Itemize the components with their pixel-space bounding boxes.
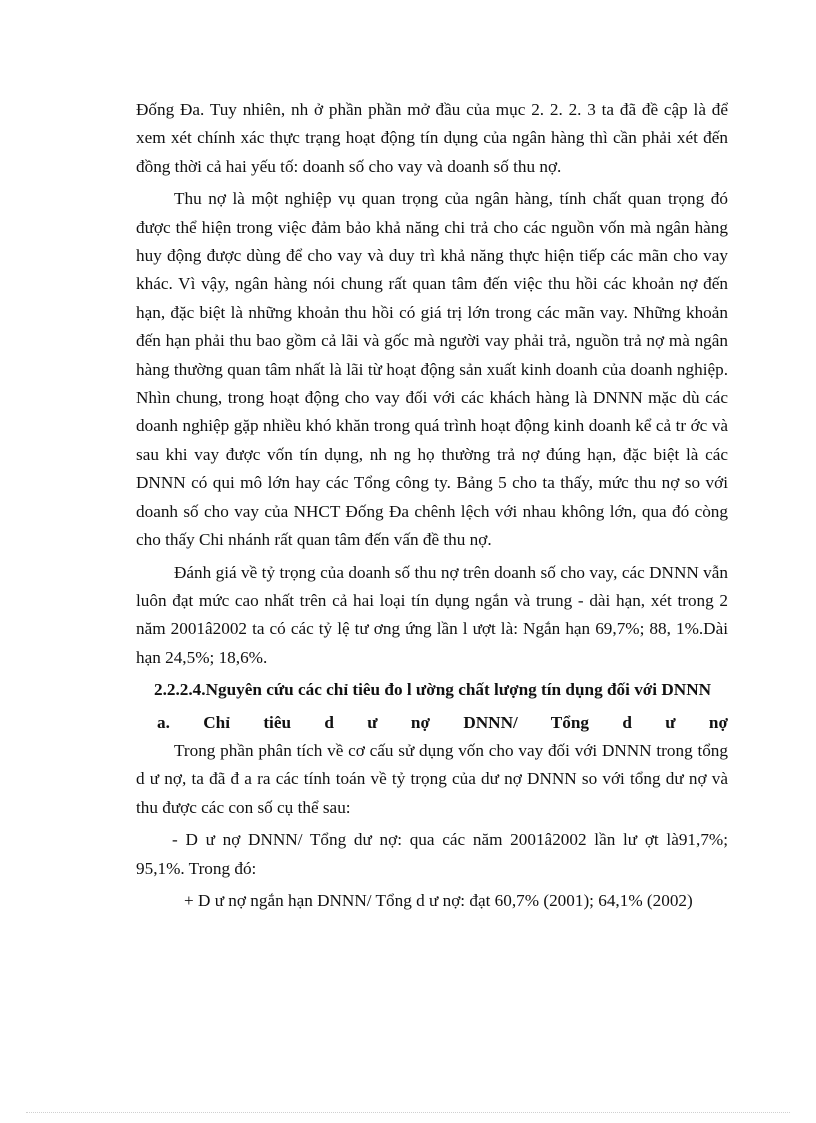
section-heading (136, 676, 728, 704)
paragraph-ratio-assessment: Đánh giá về tỷ trọng của doanh số thu nợ trên doanh số cho vay, các DNNN vẫn luôn đạt mức cao nhất trên cả hai loại tín dụng ngắn và trung - dài hạn, xét trong 2 năm 2001â2002 ta có các tỷ lệ tư ơng ứng lần l ượt là: Ngắn hạn 69,7%; 88, 1%.Dài hạn 24,5%; 18,6%. (136, 562, 728, 667)
section-number: 2.2.2.4. (154, 680, 206, 700)
page-content (136, 96, 728, 915)
paragraph-continuation: Đống Đa. Tuy nhiên, nh ở phần phần mở đầu của mục 2. 2. 2. 3 ta đã đề cập là để xem xét chính xác thực trạng hoạt động tín dụng của ngân hàng thì cần phải xét đến đồng thời cả hai yếu tố: doanh số cho vay và doanh số thu nợ. (136, 100, 728, 176)
paragraph-structure-analysis: Trong phần phân tích về cơ cấu sử dụng vốn cho vay đối với DNNN trong tổng d ư nợ, ta đã đ a ra các tính toán về tỷ trọng của dư nợ DNNN so với tổng dư nợ và thu được các con số cụ thể sau: (136, 740, 728, 817)
bullet-short-term-ratio: + D ư nợ ngắn hạn DNNN/ Tổng d ư nợ: đạt 60,7% (2001); 64,1% (2002) (184, 890, 693, 910)
subsection-heading: a. Chỉ tiêu d ư nợ DNNN/ Tổng d ư nợ (157, 712, 728, 732)
section-title: Nguyên cứu các chỉ tiêu đo l ường chất lượng tín dụng đối với DNNN (205, 680, 712, 700)
paragraph-debt-collection: Thu nợ là một nghiệp vụ quan trọng của ngân hàng, tính chất quan trọng đó được thể hiện trong việc đảm bảo khả năng chi trả cho các nguồn vốn mà ngân hàng huy động được dùng để cho vay và duy trì khả năng thực hiện tiếp các mãn cho vay khác. Vì vậy, ngân hàng nói chung rất quan tâm đến việc thu hồi các khoản nợ đến hạn, đặc biệt là những khoản thu hồi có giá trị lớn trong các mãn vay. Những khoản đến hạn phải thu bao gồm cả lãi và gốc mà người vay phải trả, nguồn trả nợ mà ngân hàng thường quan tâm nhất là lãi từ hoạt động sản xuất kinh doanh của doanh nghiệp. Nhìn chung, trong hoạt động cho vay đối với các khách hàng là DNNN mặc dù các doanh nghiệp gặp nhiều khó khăn trong quá trình hoạt động kinh doanh kể cả tr ớc và sau khi vay được vốn tín dụng, nh ng họ thường trả nợ đúng hạn, đặc biệt là các DNNN có qui mô lớn hay các Tổng công ty. Bảng 5 cho ta thấy, mức thu nợ so với doanh số cho vay của NHCT Đống Đa chênh lệch với nhau không lớn, qua đó còng cho thấy Chi nhánh rất quan tâm đến vấn đề thu nợ. (136, 189, 728, 550)
bullet-total-ratio: - D ư nợ DNNN/ Tổng dư nợ: qua các năm 2001â2002 lần lư ợt là91,7%; 95,1%. Trong đó: (136, 830, 728, 878)
page-bottom-border (26, 1112, 790, 1113)
